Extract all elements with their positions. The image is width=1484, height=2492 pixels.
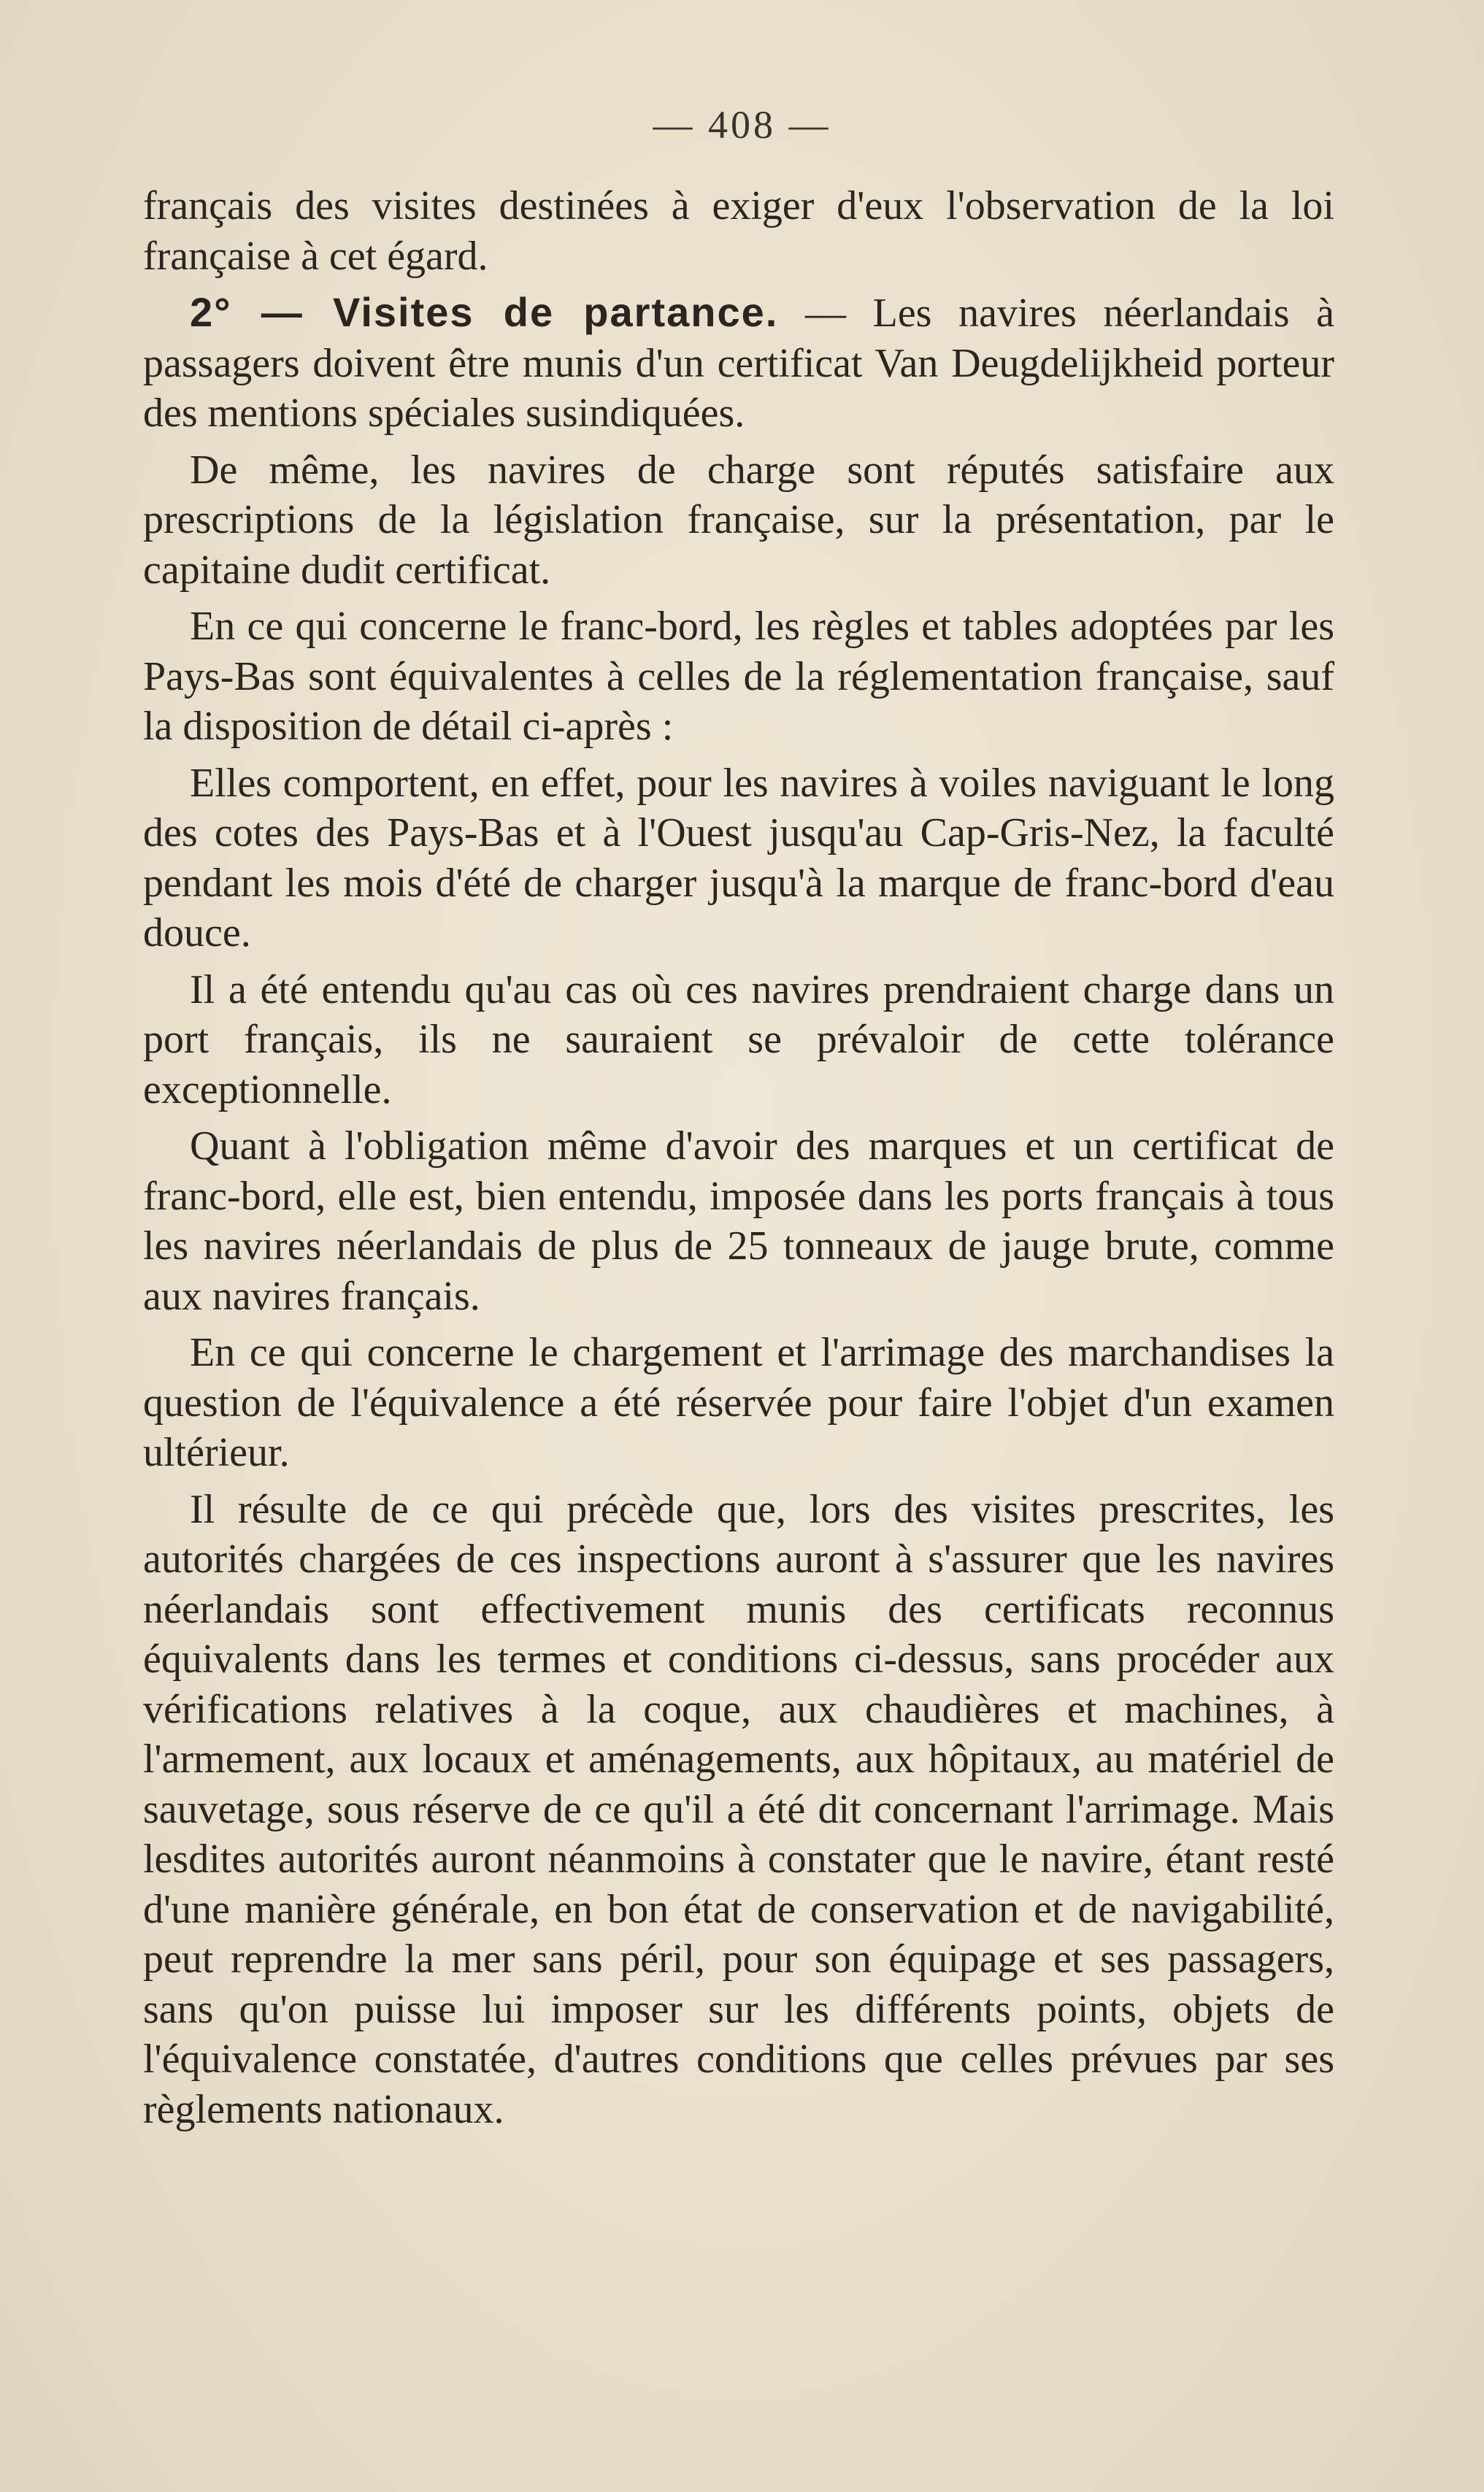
paragraph-navires-de-charge: De même, les navires de charge sont réputés satisfaire aux prescriptions de la législation française, sur la présentation, par le capitaine dudit certificat. bbox=[143, 447, 1334, 593]
paragraph-obligation: Quant à l'obligation même d'avoir des marques et un certificat de franc-bord, elle est, bien entendu, imposée dans les ports français à tous les navires néerlandais de plus de 25 tonneaux de jauge brute, comme aux navires français. bbox=[143, 1123, 1334, 1319]
body-text bbox=[143, 181, 1334, 2141]
paragraph-franc-bord: En ce qui concerne le franc-bord, les règles et tables adoptées par les Pays-Bas sont équivalentes à celles de la réglementation française, sauf la disposition de détail ci-après : bbox=[143, 604, 1334, 749]
page-number: — 408 — bbox=[653, 103, 831, 147]
paragraph-continuation: français des visites destinées à exiger d'eux l'observation de la loi française à cet égard. bbox=[143, 183, 1334, 279]
section-heading: 2° — Visites de partance. bbox=[190, 289, 779, 335]
paragraph-conclusion: Il résulte de ce qui précède que, lors des visites prescrites, les autorités chargées de ces inspections auront à s'assurer que les navires néerlandais sont effectivement munis des certificats reconnus équivalents dans les termes et conditions ci-dessus, sans procéder aux vérifications relatives à la coque, aux chaudières et machines, à l'armement, aux locaux et aménagements, aux hôpitaux, au matériel de sauvetage, sous réserve de ce qu'il a été dit concernant l'arrimage. Mais lesdites autorités auront néanmoins à constater que le navire, étant resté d'une manière générale, en bon état de conservation et de navigabilité, peut reprendre la mer sans péril, pour son équipage et ses passagers, sans qu'on puisse lui imposer sur les différents points, objets de l'équivalence constatée, d'autres conditions que celles prévues par ses règlements nationaux. bbox=[143, 1486, 1334, 2132]
paragraph-visites-de-partance bbox=[143, 288, 1334, 439]
paragraph-tolerance: Il a été entendu qu'au cas où ces navires prendraient charge dans un port français, ils ne sauraient se prévaloir de cette tolérance exceptionnelle. bbox=[143, 966, 1334, 1112]
paragraph-text: — Les navires néerlandais à passagers doivent être munis d'un certificat Van Deugdelijkheid porteur des mentions spéciales susindiquées. bbox=[143, 291, 1334, 436]
paragraph-navires-a-voiles: Elles comportent, en effet, pour les navires à voiles naviguant le long des cotes des Pays-Bas et à l'Ouest jusqu'au Cap-Gris-Nez, la faculté pendant les mois d'été de charger jusqu'à la marque de franc-bord d'eau douce. bbox=[143, 760, 1334, 955]
paragraph-arrimage: En ce qui concerne le chargement et l'arrimage des marchandises la question de l'équivalence a été réservée pour faire l'objet d'un examen ultérieur. bbox=[143, 1330, 1334, 1475]
